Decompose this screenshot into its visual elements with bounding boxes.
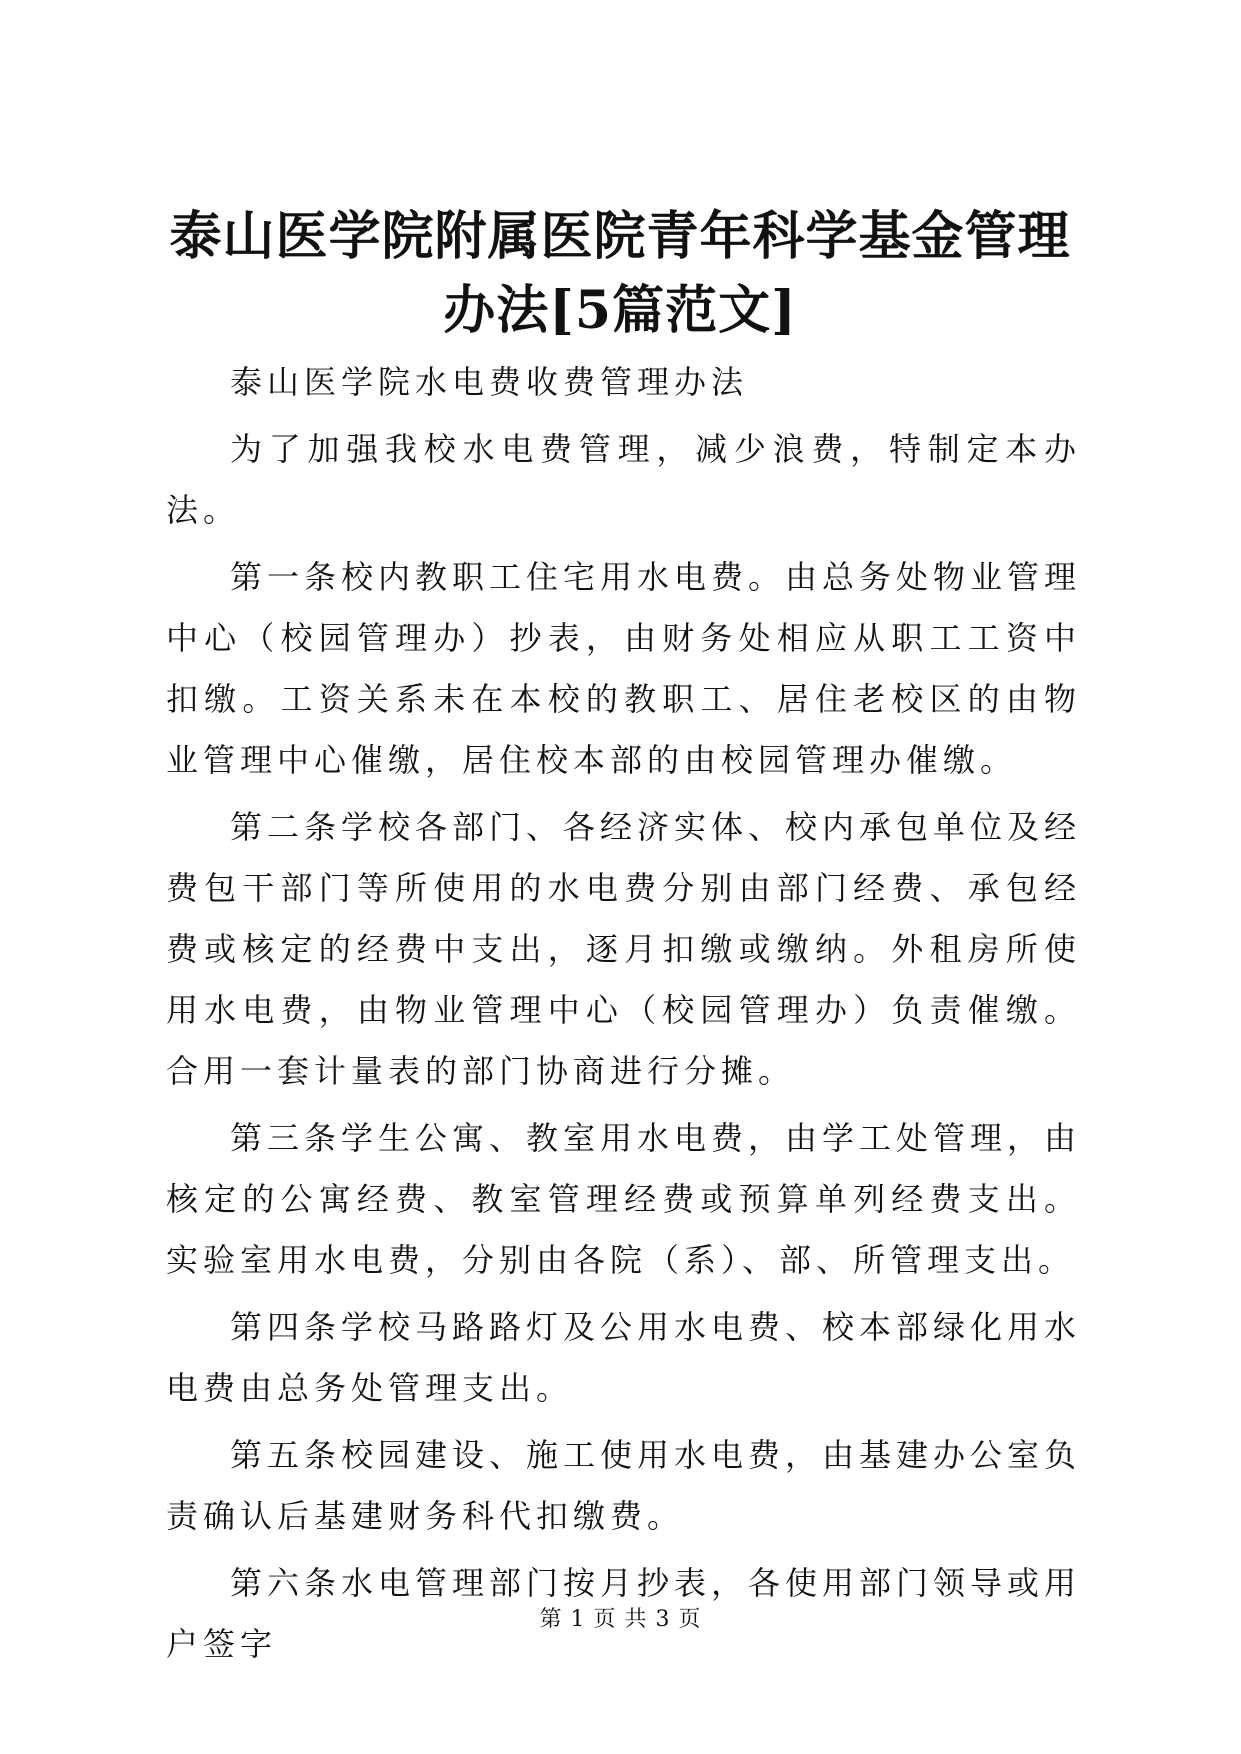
paragraph-article-3: 第三条学生公寓、教室用水电费，由学工处管理，由核定的公寓经费、教室管理经费或预算单列经费支出。实验室用水电费，分别由各院（系）、部、所管理支出。 (166, 1119, 1082, 1279)
page-footer: 第 1 页 共 3 页 (539, 1607, 702, 1632)
paragraph-intro: 为了加强我校水电费管理，减少浪费，特制定本办法。 (166, 430, 1081, 529)
document-title: 泰山医学院附属医院青年科学基金管理办法[5篇范文] (169, 206, 1071, 341)
paragraph-article-2: 第二条学校各部门、各经济实体、校内承包单位及经费包干部门等所使用的水电费分别由部门经费、承包经费或核定的经费中支出，逐月扣缴或缴纳。外租房所使用水电费，由物业管理中心（校园管理办）负责催缴。合用一套计量表的部门协商进行分摊。 (166, 808, 1082, 1090)
paragraph-article-4: 第四条学校马路路灯及公用水电费、校本部绿化用水电费由总务处管理支出。 (166, 1308, 1082, 1407)
paragraph-article-6: 第六条水电管理部门按月抄表，各使用部门领导或用户签字 (166, 1564, 1082, 1663)
paragraph-article-5: 第五条校园建设、施工使用水电费，由基建办公室负责确认后基建财务科代扣缴费。 (166, 1436, 1082, 1535)
document-body (166, 352, 1081, 1681)
paragraph-article-1: 第一条校内教职工住宅用水电费。由总务处物业管理中心（校园管理办）抄表，由财务处相应从职工工资中扣缴。工资关系未在本校的教职工、居住老校区的由物业管理中心催缴，居住校本部的由校园管理办催缴。 (166, 558, 1082, 779)
paragraph-subtitle: 泰山医学院水电费收费管理办法 (230, 363, 749, 401)
